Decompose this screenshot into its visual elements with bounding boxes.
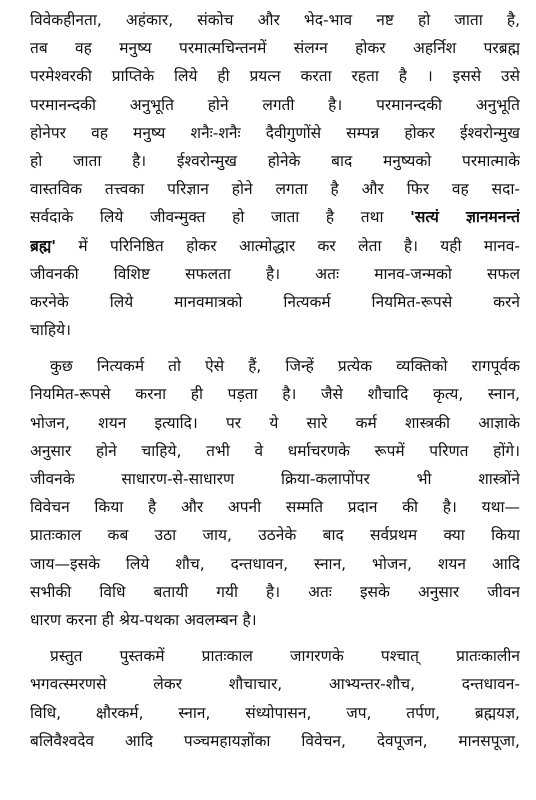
text-line: होनेपर वह मनुष्य शनैः-शनैः दैवीगुणोंसे सम्पन्न होकर ईश्वरोन्मुख: [30, 123, 520, 142]
text-line: नियमित-रूपसे करना ही पड़ता है। जैसे शौचादि कृत्य, स्नान,: [30, 385, 520, 404]
text-line: कुछ नित्यकर्म तो ऐसे हैं, जिन्हें प्रत्येक व्यक्तिको रागपूर्वक: [50, 357, 520, 376]
text-line: वास्तविक तत्त्वका परिज्ञान होने लगता है और फिर वह सदा-: [30, 180, 520, 199]
text-line: परमेश्वरकी प्राप्तिके लिये ही प्रयत्न करता रहता है । इससे उसे: [30, 67, 520, 86]
text-segment: सर्वदाके लिये जीवन्मुक्त हो जाता है तथा: [30, 208, 384, 227]
sanskrit-quote: 'सत्यं ज्ञानमनन्तं: [410, 208, 520, 227]
text-line: जीवनकी विशिष्ट सफलता है। अतः मानव-जन्मको सफल: [30, 264, 520, 283]
text-line: अनुसार होने चाहिये, तभी वे धर्माचरणके रूपमें परिणत होंगे।: [30, 441, 520, 460]
text-line-with-quote: [30, 232, 520, 260]
paragraph-3: [30, 642, 520, 755]
text-line: तब वह मनुष्य परमात्मचिन्तनमें संलग्न होकर अहर्निश परब्रह्म: [30, 39, 520, 58]
text-line: जाय—इसके लिये शौच, दन्तधावन, स्नान, भोजन, शयन आदि: [30, 554, 520, 573]
text-line: भोजन, शयन इत्यादि। पर ये सारे कर्म शास्त्रकी आज्ञाके: [30, 413, 520, 432]
text-line: विवेचन किया है और अपनी सम्मति प्रदान की है। यथा—: [30, 498, 520, 517]
text-line: प्रातःकाल कब उठा जाय, उठनेके बाद सर्वप्रथम क्या किया: [30, 526, 520, 545]
text-line: परमानन्दकी अनुभूति होने लगती है। परमानन्दकी अनुभूति: [30, 95, 520, 114]
document-page: [30, 6, 520, 796]
text-line-with-quote: [30, 203, 520, 231]
text-line: विधि, क्षौरकर्म, स्नान, संध्योपासन, जप, तर्पण, ब्रह्मयज्ञ,: [30, 703, 520, 722]
text-line: विवेकहीनता, अहंकार, संकोच और भेद-भाव नष्ट हो जाता है,: [30, 11, 520, 29]
paragraph-2: [30, 352, 520, 634]
text-line: बलिवैश्वदेव आदि पञ्चमहायज्ञोंका विवेचन, देवपूजन, मानसपूजा,: [30, 731, 520, 750]
paragraph-gap: [30, 344, 520, 352]
text-line: प्रस्तुत पुस्तकमें प्रातःकाल जागरणके पश्चात् प्रातःकालीन: [50, 647, 520, 666]
text-line: सभीकी विधि बतायी गयी है। अतः इसके अनुसार जीवन: [30, 582, 520, 601]
paragraph-1: [30, 6, 520, 344]
text-line: हो जाता है। ईश्वरोन्मुख होनेके बाद मनुष्यको परमात्माके: [30, 151, 520, 170]
text-line: करनेके लिये मानवमात्रको नित्यकर्म नियमित-रूपसे करने: [30, 292, 520, 311]
text-segment: में परिनिष्ठित होकर आत्मोद्धार कर लेता है। यही मानव-: [78, 236, 520, 255]
text-line: धारण करना ही श्रेय-पथका अवलम्बन है।: [30, 610, 257, 629]
paragraph-gap: [30, 634, 520, 642]
text-line: भगवत्स्मरणसे लेकर शौचाचार, आभ्यन्तर-शौच, दन्तधावन-: [30, 675, 520, 694]
sanskrit-quote: ब्रह्म': [30, 236, 57, 255]
text-line: जीवनके साधारण-से-साधारण क्रिया-कलापोंपर भी शास्त्रोंने: [30, 470, 520, 488]
text-line: चाहिये।: [30, 321, 71, 340]
